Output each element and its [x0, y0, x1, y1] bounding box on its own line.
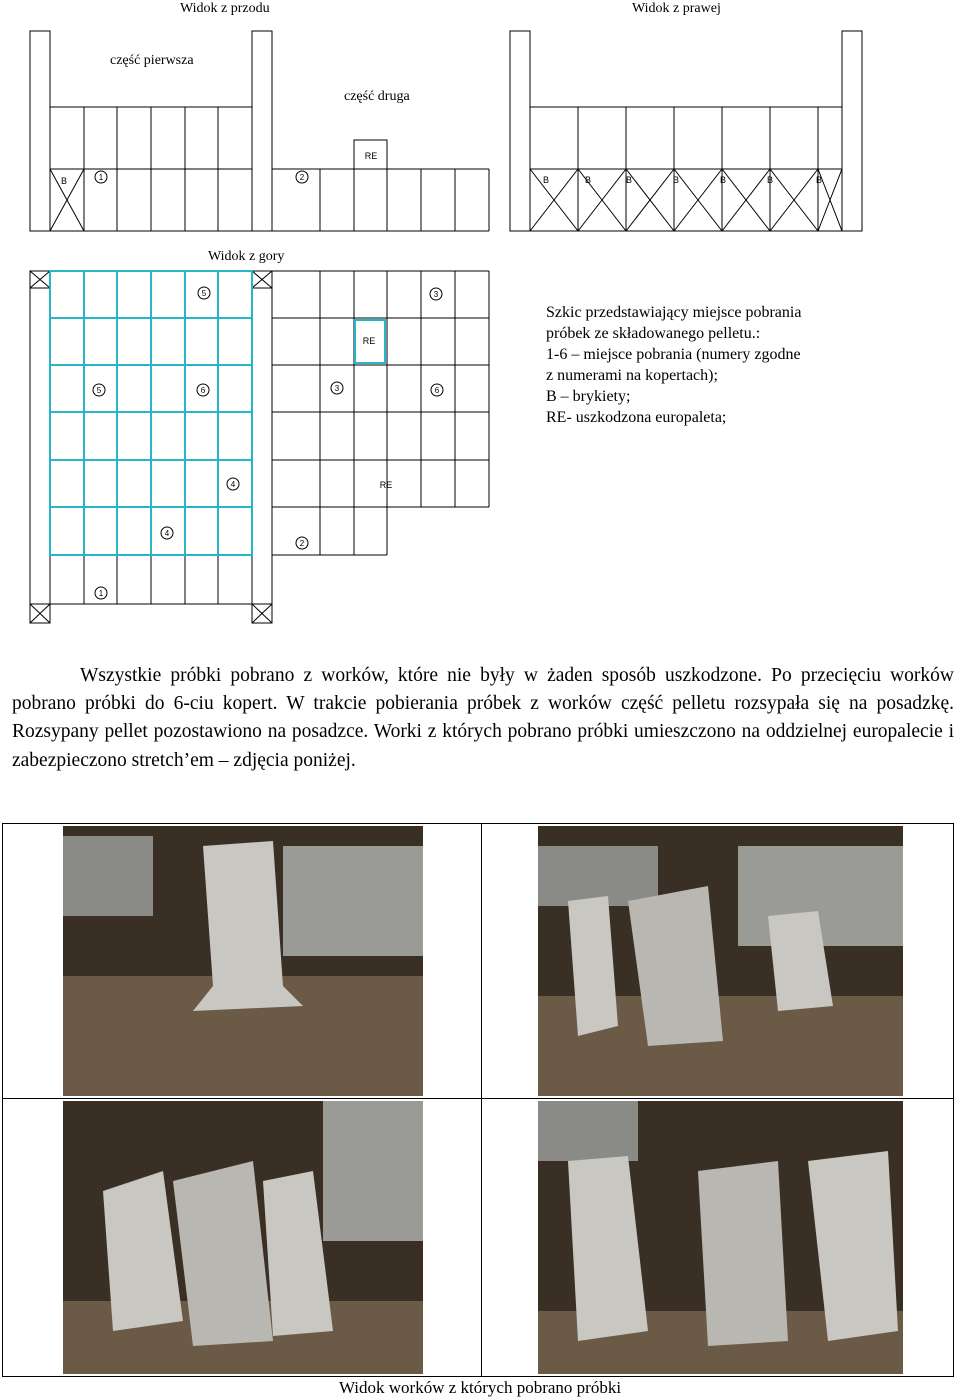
body-paragraph — [12, 662, 954, 775]
mark-re: RE — [362, 336, 376, 346]
legend-line: próbek ze składowanego pelletu.: — [546, 325, 761, 342]
mark-6: 6 — [434, 386, 440, 395]
front-view-title: Widok z przodu — [180, 1, 270, 16]
top-view-drawing — [30, 271, 489, 623]
photo-bags-1 — [63, 826, 423, 1096]
mark-4: 4 — [164, 529, 170, 538]
mark-b: B — [60, 176, 68, 186]
mark-b: B — [584, 175, 592, 185]
part-second-label: część druga — [344, 89, 410, 104]
mark-b: B — [625, 175, 633, 185]
mark-re: RE — [364, 151, 378, 161]
legend-line: 1-6 – miejsce pobrania (numery zgodne — [546, 346, 801, 363]
mark-b: B — [719, 175, 727, 185]
legend-line: RE- uszkodzona europaleta; — [546, 409, 727, 426]
legend-line: Szkic przedstawiający miejsce pobrania — [546, 304, 802, 321]
mark-b: B — [766, 175, 774, 185]
mark-b: B — [815, 175, 823, 185]
mark-1: 1 — [98, 589, 104, 598]
photo-caption: Widok worków z których pobrano próbki — [338, 1378, 622, 1397]
mark-1: 1 — [98, 173, 104, 182]
paragraph-text: Wszystkie próbki pobrano z worków, które nie były w żaden sposób uszkodzone. Po przecięciu worków pobrano próbki do 6-ciu kopert. W trakcie pobierania próbek z worków część pelletu rozsypała się na posadzkę. Rozsypany pellet pozostawiono na posadzce. Worki z których pobrano próbki umieszczono na oddzielnej europalecie i zabezpieczono stretch’em – zdjęcia poniżej. — [12, 665, 954, 771]
legend-line: z numerami na kopertach); — [546, 367, 718, 384]
mark-re: RE — [379, 480, 393, 490]
mark-5: 5 — [201, 289, 207, 298]
mark-6: 6 — [200, 386, 206, 395]
photo-bags-3 — [63, 1101, 423, 1374]
part-first-label: część pierwsza — [110, 53, 194, 68]
right-view-drawing — [510, 31, 862, 231]
mark-5: 5 — [96, 386, 102, 395]
mark-3: 3 — [433, 290, 439, 299]
right-view-title: Widok z prawej — [632, 1, 721, 16]
front-view-drawing — [30, 31, 489, 231]
mark-3: 3 — [334, 384, 340, 393]
photo-bags-4 — [538, 1101, 903, 1374]
photo-table — [2, 823, 954, 1377]
highlight-grid — [50, 271, 385, 555]
sketch-legend — [546, 302, 801, 428]
mark-2: 2 — [299, 539, 305, 548]
mark-b: B — [672, 175, 680, 185]
mark-2: 2 — [299, 173, 305, 182]
mark-b: B — [542, 175, 550, 185]
pallet-sketch — [0, 0, 960, 640]
top-view-title: Widok z gory — [208, 249, 285, 264]
mark-4: 4 — [230, 480, 236, 489]
legend-line: B – brykiety; — [546, 388, 631, 405]
photo-bags-2 — [538, 826, 903, 1096]
